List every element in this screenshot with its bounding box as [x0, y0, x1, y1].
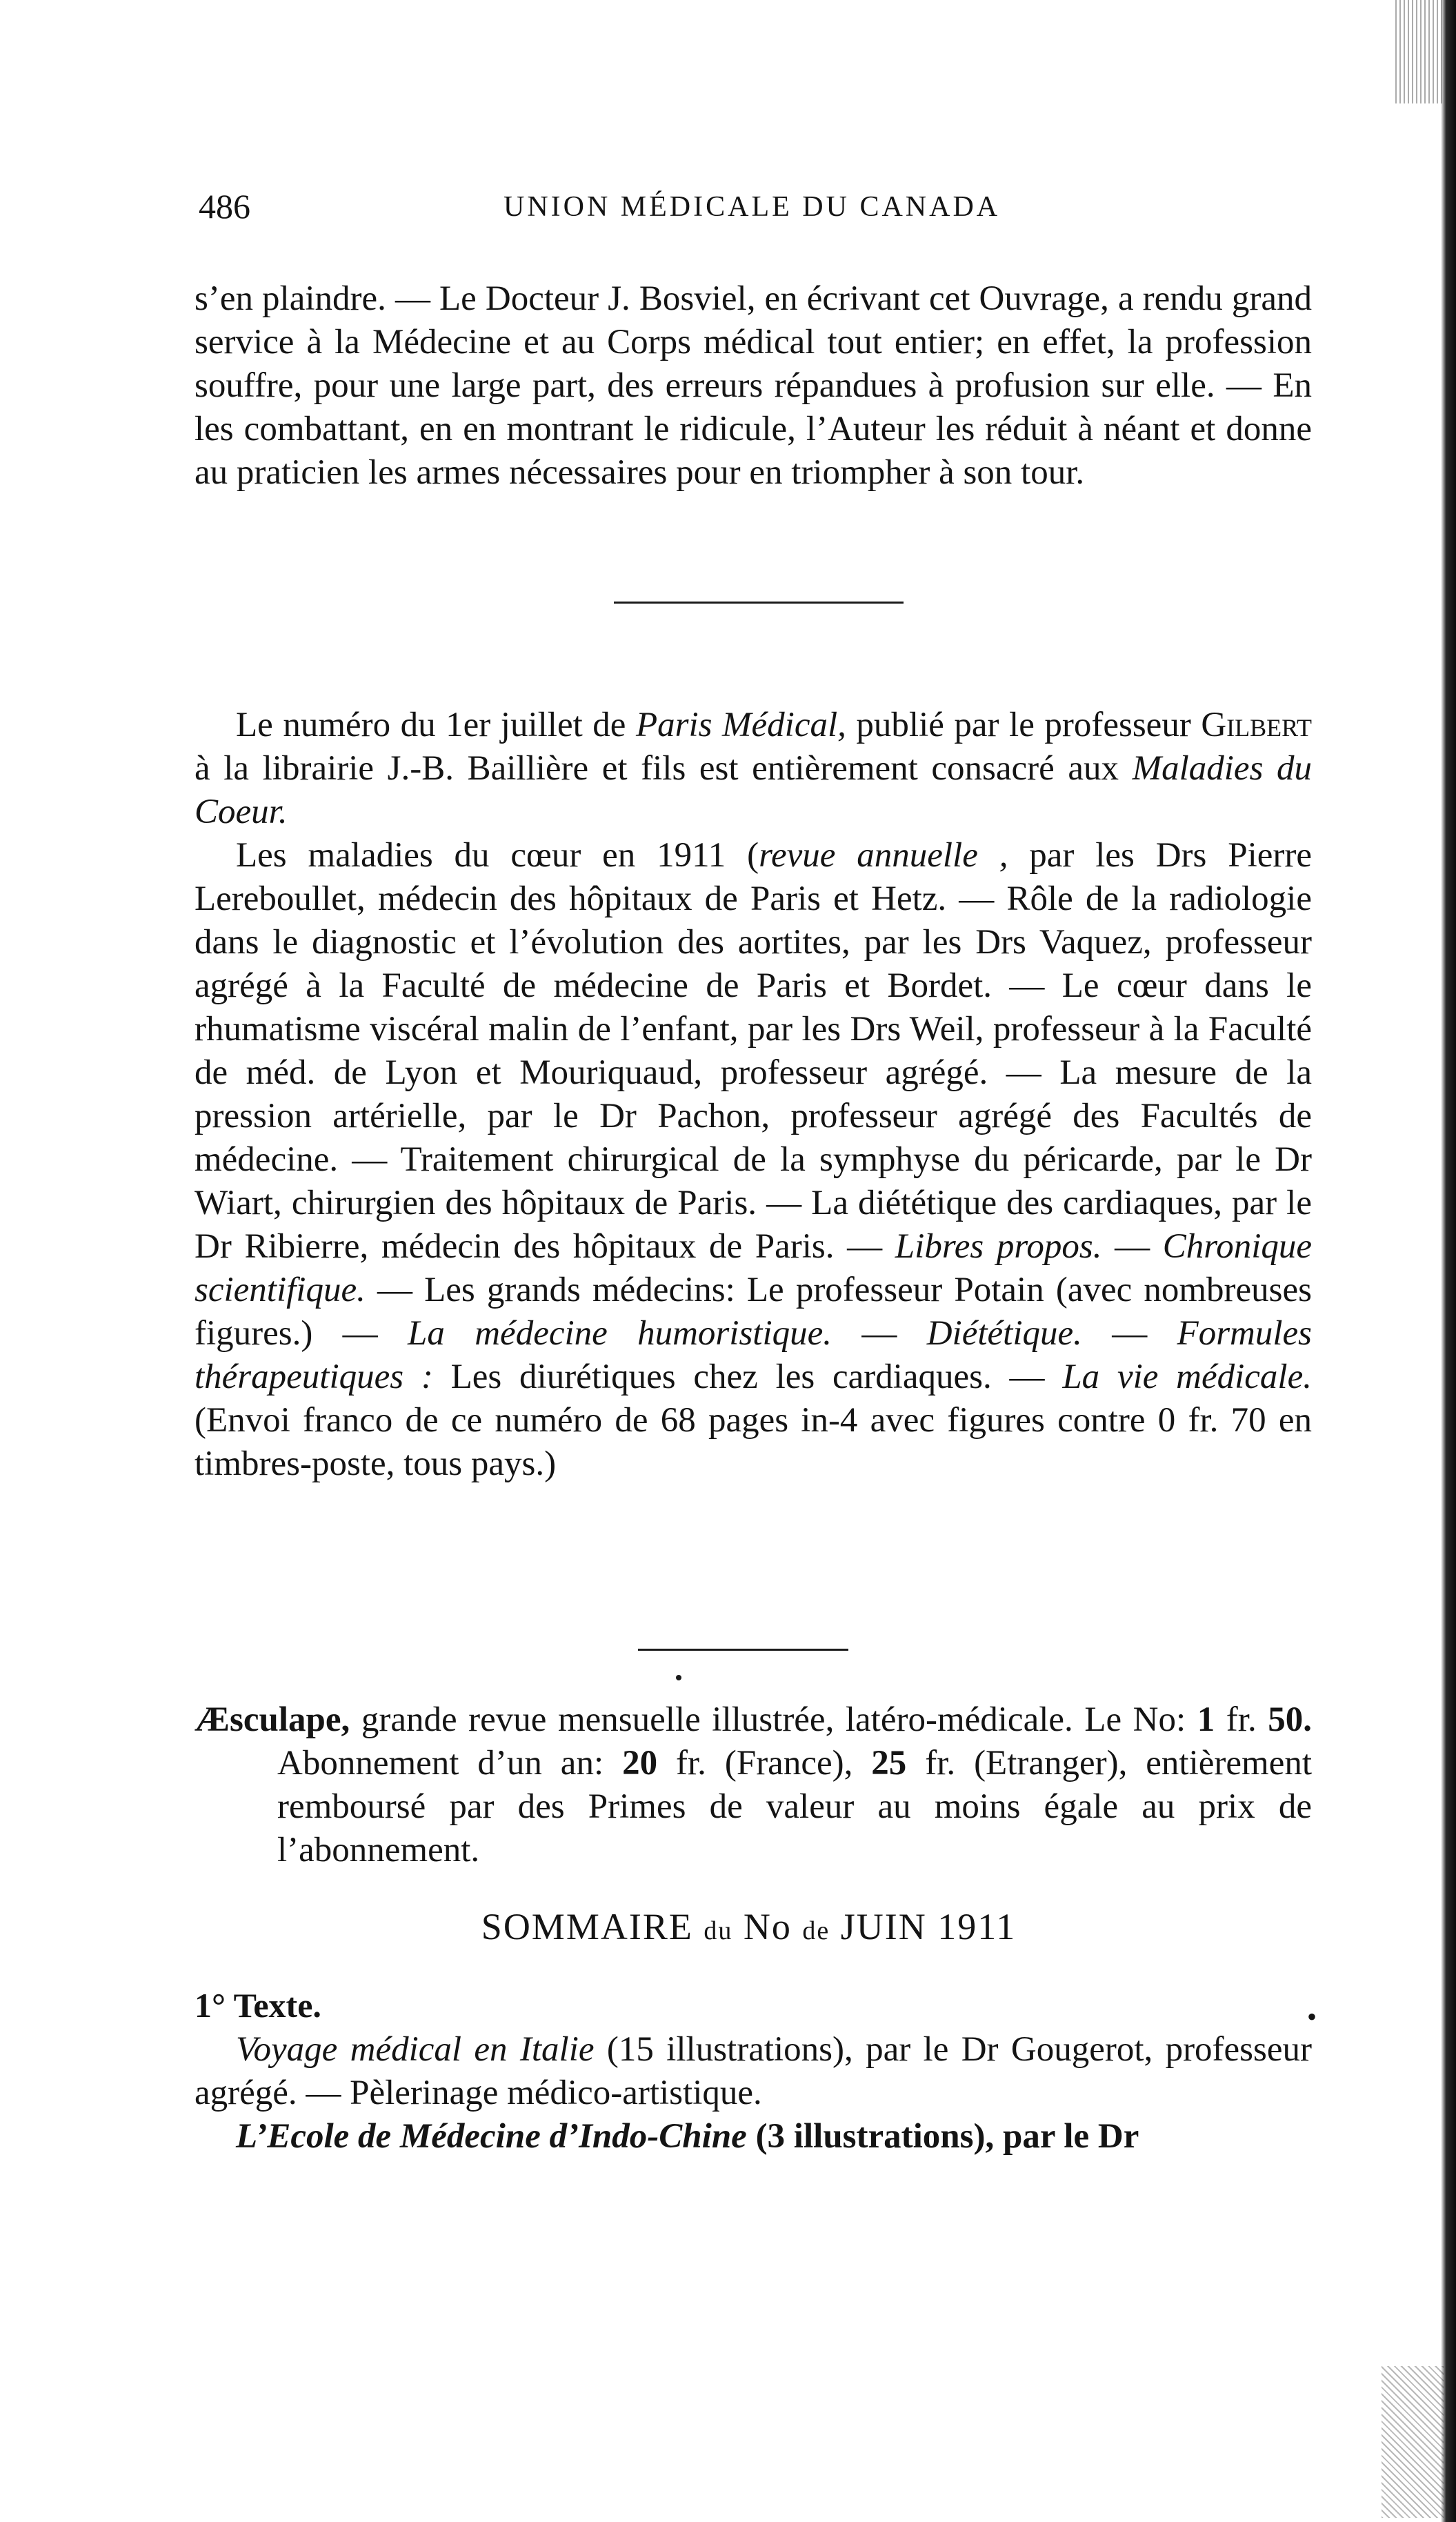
sommaire-heading	[0, 1905, 1456, 1948]
text-run: SOMMAIRE	[481, 1906, 704, 1947]
paragraph	[195, 834, 1312, 1486]
paris-medical-notice	[195, 704, 1312, 1486]
text-run: Les diurétiques chez les cardiaques. —	[432, 1358, 1063, 1396]
italic-run: revue annuelle ,	[759, 836, 1008, 875]
running-head: UNION MÉDICALE DU CANADA	[503, 191, 1001, 223]
paragraph	[195, 1698, 1312, 1872]
page-number: 486	[199, 187, 250, 226]
text-run: Abonnement d’un an:	[277, 1744, 623, 1783]
paragraph: s’en plaindre. — Le Docteur J. Bosviel, en écrivant cet Ouvrage, a rendu grand service à la Médecine et au Corps médical tout entier; en effet, la profession souffre, pour une large part, des erreurs répandues à profusion sur elle. — En les combattant, en en montrant le ridicule, l’Auteur les réduit à néant et donne au praticien les armes nécessaires pour en triompher à son tour.	[195, 279, 1312, 492]
text-run: du	[704, 1916, 733, 1945]
text-run: à la librairie J.-B. Baillière et fils est entièrement consacré aux	[195, 749, 1133, 788]
text-run: (3 illustrations), par le Dr	[746, 2117, 1139, 2156]
italic-run: Chronique scientifique.	[195, 1227, 1312, 1309]
review-continuation	[195, 277, 1312, 495]
text-run: par les Drs Pierre Lereboullet, médecin des hôpitaux de Paris et Hetz. — Rôle de la radiologie dans le diagnostic et l’évolution des aortites, par les Drs Vaquez, professeur agrégé à la Faculté de médecine de Paris et Bordet. — Le cœur dans le rhumatisme viscéral malin de l’enfant, par les Drs Weil, professeur à la Faculté de méd. de Lyon et Mouriquaud, professeur agrégé. — La mesure de la pression artérielle, par le Dr Pachon, professeur agrégé des Facultés de médecine. — Traitement chirurgical de la symphyse du péricarde, par le Dr Wiart, chirurgien des hôpitaux de Paris. — La diététique des cardiaques, par le Dr Ribierre, médecin des hôpitaux de Paris. —	[195, 836, 1312, 1266]
scan-edge-shadow	[1441, 0, 1456, 2522]
text-run: fr. (Etranger), entièrement remboursé par des Primes de valeur au moins égale au prix de l’abonnement.	[277, 1744, 1312, 1869]
journal-title: Paris Médical,	[635, 706, 846, 744]
price: 50.	[1268, 1700, 1313, 1739]
page-header	[0, 186, 1456, 235]
article-title: L’Ecole de Médecine d’Indo-Chine	[236, 2117, 747, 2156]
italic-run: Diététique.	[926, 1314, 1082, 1353]
scan-edge-noise-top	[1395, 0, 1444, 103]
author-name: Gilbert	[1201, 706, 1312, 744]
italic-run: Formules thérapeutiques :	[195, 1314, 1313, 1396]
price: 1	[1197, 1700, 1215, 1739]
italic-run: La médecine humoristique.	[408, 1314, 832, 1353]
article-title: Voyage médical en Italie	[236, 2030, 595, 2069]
divider-dot	[676, 1675, 681, 1680]
text-run: fr.	[1215, 1700, 1268, 1739]
text-run: —	[832, 1314, 927, 1353]
contents-list	[195, 2028, 1312, 2158]
section-heading: 1° Texte.	[195, 1986, 321, 2025]
text-run: No	[732, 1906, 803, 1947]
text-run: (15 illustrations), par le Dr Gougerot, professeur agrégé. — Pèlerinage médico-artistique.	[195, 2030, 1312, 2112]
text-run: Les maladies du cœur en 1911 (	[236, 836, 759, 875]
section-divider	[614, 602, 904, 604]
italic-run: Libres propos.	[895, 1227, 1102, 1266]
section-divider	[638, 1649, 848, 1651]
bullet-mark: •	[1307, 2001, 1317, 2032]
text-run: publié par le professeur	[846, 706, 1201, 744]
text-run: Le numéro du 1er juillet de	[236, 706, 636, 744]
contents-item	[195, 2028, 1312, 2115]
paragraph	[195, 704, 1312, 834]
scan-edge-noise-bottom	[1382, 2366, 1444, 2518]
text-run: JUIN 1911	[830, 1906, 1017, 1947]
text-run: fr. (France),	[657, 1744, 872, 1783]
text-run: grande revue mensuelle illustrée, latéro-médicale. Le No:	[350, 1700, 1197, 1739]
text-run: — Les grands médecins: Le professeur Potain (avec nombreuses figures.) —	[195, 1271, 1312, 1353]
contents-item	[195, 2115, 1312, 2158]
text-run: de	[802, 1916, 830, 1945]
text-run: (Envoi franco de ce numéro de 68 pages in-4 avec figures contre 0 fr. 70 en timbres-poste, tous pays.)	[195, 1401, 1312, 1483]
aesculape-notice	[195, 1698, 1312, 1872]
journal-name: Æsculape,	[195, 1700, 350, 1739]
issue-topic: Maladies du Coeur.	[195, 749, 1313, 831]
italic-run: La vie médicale.	[1062, 1358, 1312, 1396]
price: 20	[622, 1744, 658, 1783]
text-run: —	[1101, 1227, 1163, 1266]
text-run: —	[1081, 1314, 1177, 1353]
price: 25	[871, 1744, 907, 1783]
